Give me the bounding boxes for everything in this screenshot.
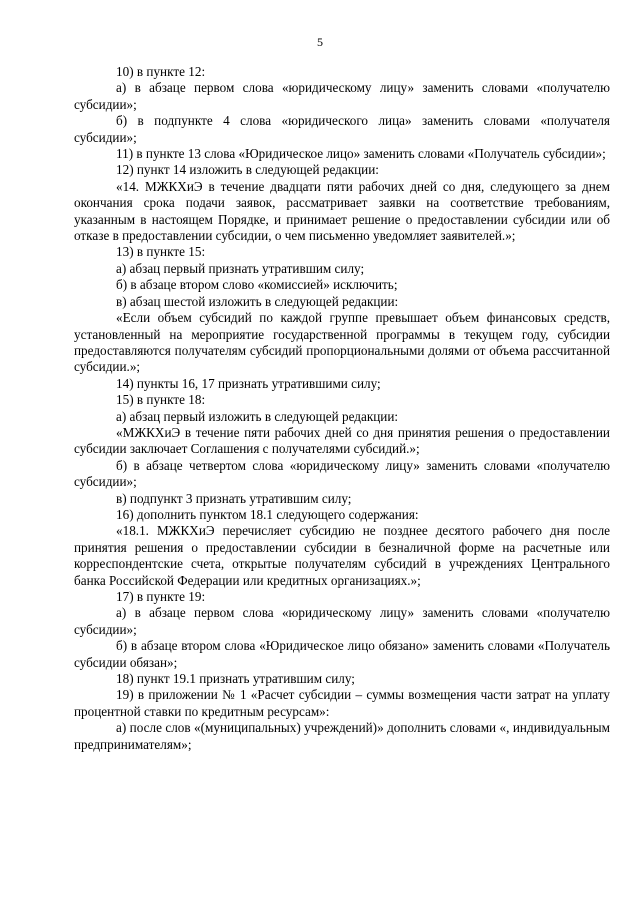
paragraph: 13) в пункте 15: [116,244,206,260]
paragraph: 15) в пункте 18: [116,392,206,408]
paragraph: 19) в приложении № 1 «Расчет субсидии – суммы возмещения части затрат на уплату процентной ставки по кредитным ресурсам»: [74,687,610,719]
paragraph: 18) пункт 19.1 признать утратившим силу; [116,671,355,687]
paragraph: 16) дополнить пунктом 18.1 следующего содержания: [116,506,419,522]
paragraph: 11) в пункте 13 слова «Юридическое лицо» заменить словами «Получатель субсидии»; [116,146,606,162]
paragraph: в) подпункт 3 признать утратившим силу; [116,490,352,506]
page-number: 5 [317,35,323,49]
document-body [74,64,610,753]
paragraph: 14) пункты 16, 17 признать утратившими силу; [116,375,381,391]
paragraph: 17) в пункте 19: [116,589,206,604]
paragraph: б) в абзаце втором слово «комиссией» исключить; [116,277,398,293]
paragraph: «МЖКХиЭ в течение пяти рабочих дней со дня принятия решения о предоставлении субсидии заключает Соглашения с получателями субсидий.»; [74,424,610,457]
paragraph: а) абзац первый признать утратившим силу; [116,260,365,276]
paragraph: «14. МЖКХиЭ в течение двадцати пяти рабочих дней со дня, следующего за днем окончания срока подачи заявок, рассматривает заявки на соответствие требованиям, указанным в настоящем Порядке, и принимает решение о предоставлении субсидии или об отказе в предоставлении субсидии, о чем письменно уведомляет заявителей.»; [74,178,610,244]
paragraph: 10) в пункте 12: [116,64,206,79]
paragraph: б) в подпункте 4 слова «юридического лица» заменить словами «получателя субсидии»; [74,113,610,145]
paragraph: 12) пункт 14 изложить в следующей редакции: [116,162,379,178]
paragraph: б) в абзаце четвертом слова «юридическому лицу» заменить словами «получателю субсидии»; [74,457,610,490]
paragraph: «Если объем субсидий по каждой группе превышает объем финансовых средств, установленный на мероприятие государственной программы в текущем году, субсидии предоставляются получателям субсидий пропорциональными долями от объема рассчитанной субсидии.»; [74,310,610,375]
paragraph: а) в абзаце первом слова «юридическому лицу» заменить словами «получателю субсидии»; [74,605,610,637]
paragraph: в) абзац шестой изложить в следующей редакции: [116,293,399,309]
paragraph: «18.1. МЖКХиЭ перечисляет субсидию не позднее десятого рабочего дня после принятия решения о предоставлении субсидии в безналичной форме на расчетные или корреспондентские счета, открытые получателям субсидий в учреждениях Центрального банка Российской Федерации или кредитных организациях.»; [74,523,610,588]
paragraph: а) после слов «(муниципальных) учреждений)» дополнить словами «, индивидуальным предпринимателям»; [74,720,610,752]
paragraph: б) в абзаце втором слова «Юридическое лицо обязано» заменить словами «Получатель субсидии обязан»; [74,638,610,670]
paragraph: а) абзац первый изложить в следующей редакции: [116,408,399,424]
paragraph: а) в абзаце первом слова «юридическому лицу» заменить словами «получателю субсидии»; [74,80,610,112]
